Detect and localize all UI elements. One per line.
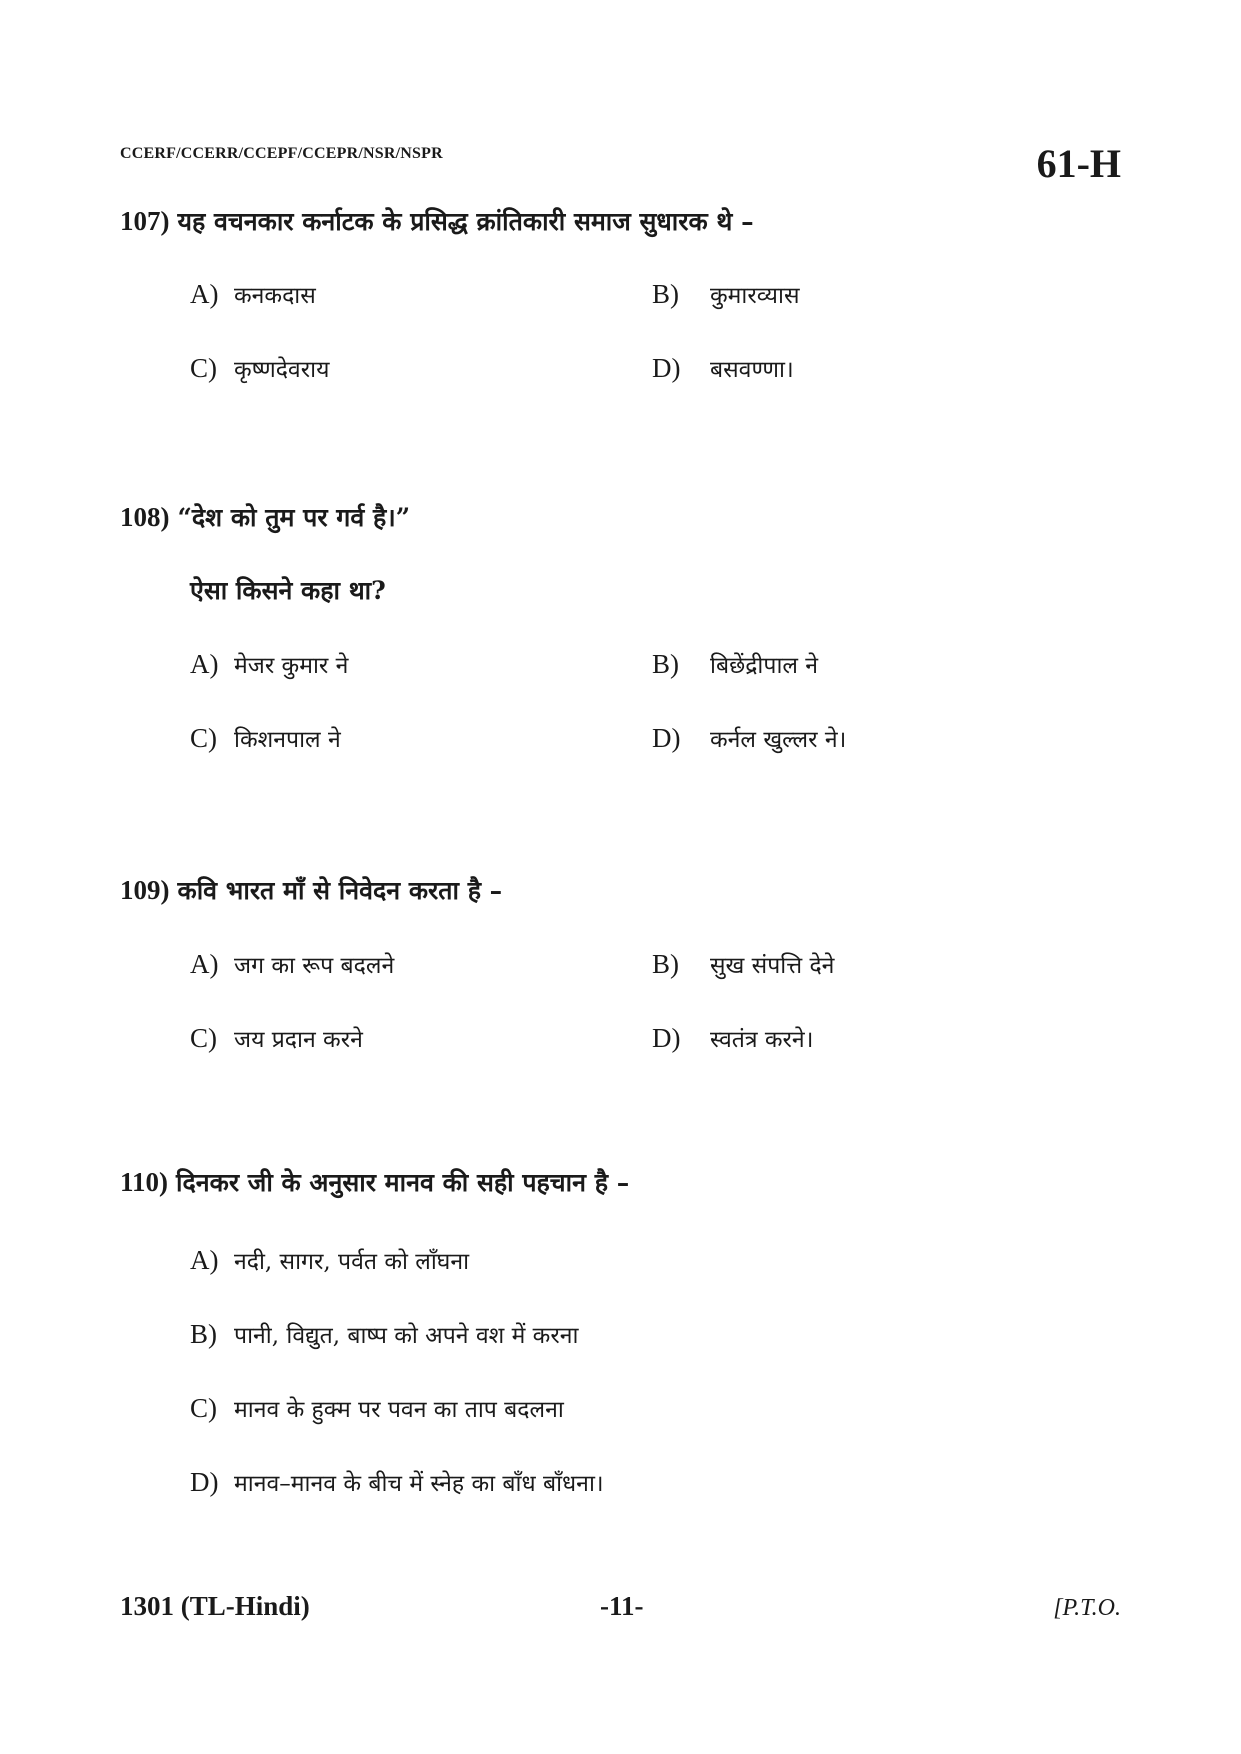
question-number: 108) (120, 502, 170, 532)
option-letter: A) (190, 1245, 219, 1275)
option-letter: C) (190, 723, 217, 753)
option-letter: B) (652, 279, 679, 309)
option-letter: A) (190, 279, 219, 309)
option-110-c (190, 1392, 564, 1424)
option-letter: B) (190, 1319, 217, 1349)
please-turn-over: [P.T.O. (1053, 1595, 1121, 1621)
option-text: स्वतंत्र करने। (710, 1027, 814, 1053)
option-text: किशनपाल ने (234, 727, 341, 753)
option-107-a (190, 278, 316, 310)
option-text: कृष्णदेवराय (234, 357, 330, 383)
option-letter: C) (190, 353, 217, 383)
option-text: पानी, विद्युत, बाष्प को अपने वश में करना (234, 1323, 579, 1349)
option-text: बसवण्णा। (710, 357, 794, 383)
question-number: 110) (120, 1167, 169, 1197)
option-letter: A) (190, 649, 219, 679)
question-text: दिनकर जी के अनुसार मानव की सही पहचान है – (176, 1168, 630, 1197)
option-108-b (652, 648, 818, 680)
option-text: मानव के हुक्म पर पवन का ताप बदलना (234, 1397, 564, 1423)
option-108-c (190, 722, 341, 754)
question-108-subtext: ऐसा किसने कहा था? (190, 576, 386, 605)
option-108-a (190, 648, 348, 680)
option-109-d (652, 1022, 813, 1054)
option-110-d (190, 1466, 604, 1498)
option-letter: D) (190, 1467, 219, 1497)
option-108-d (652, 722, 846, 754)
option-letter: D) (652, 723, 681, 753)
option-107-d (652, 352, 794, 384)
footer-paper-code: 1301 (TL-Hindi) (120, 1591, 310, 1621)
option-109-a (190, 948, 394, 980)
option-107-c (190, 352, 329, 384)
paper-id: 61-H (1036, 141, 1121, 186)
question-108 (120, 500, 410, 534)
option-letter: D) (652, 353, 681, 383)
option-text: मानव–मानव के बीच में स्नेह का बाँध बाँधना। (234, 1471, 604, 1497)
question-109 (120, 873, 502, 907)
question-text: “देश को तुम पर गर्व है।” (177, 503, 411, 532)
question-text: यह वचनकार कर्नाटक के प्रसिद्ध क्रांतिकारी समाज सुधारक थे – (177, 207, 754, 236)
option-letter: C) (190, 1023, 217, 1053)
option-107-b (652, 278, 800, 310)
question-number: 107) (120, 206, 170, 236)
option-letter: C) (190, 1393, 217, 1423)
question-text: कवि भारत माँ से निवेदन करता है – (177, 876, 503, 905)
option-letter: B) (652, 649, 679, 679)
option-letter: A) (190, 949, 219, 979)
option-text: बिछेंद्रीपाल ने (710, 653, 819, 679)
option-109-b (652, 948, 834, 980)
option-text: सुख संपत्ति देने (710, 953, 835, 979)
option-109-c (190, 1022, 363, 1054)
question-number: 109) (120, 875, 170, 905)
page-number: -11- (600, 1591, 644, 1621)
option-text: कर्नल खुल्लर ने। (710, 727, 847, 753)
option-110-b (190, 1318, 578, 1350)
option-text: जग का रूप बदलने (234, 953, 395, 979)
header-codes: CCERF/CCERR/CCEPF/CCEPR/NSR/NSPR (120, 145, 443, 162)
option-letter: B) (652, 949, 679, 979)
option-text: कुमारव्यास (710, 283, 800, 309)
option-text: जय प्रदान करने (234, 1027, 363, 1053)
question-107 (120, 204, 754, 238)
option-text: कनकदास (234, 283, 316, 309)
option-letter: D) (652, 1023, 681, 1053)
option-text: नदी, सागर, पर्वत को लाँघना (234, 1249, 470, 1275)
question-110 (120, 1165, 629, 1199)
option-110-a (190, 1244, 469, 1276)
option-text: मेजर कुमार ने (234, 653, 349, 679)
